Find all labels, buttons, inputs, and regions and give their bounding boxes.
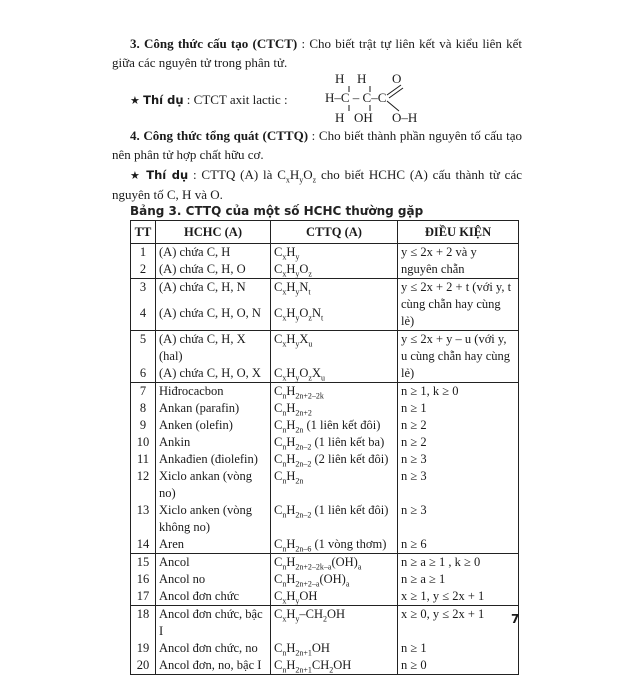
cell-hchc: (A) chứa C, H, O, N [156,305,271,331]
formula-subscript: 2n+1 [295,648,312,658]
cell-hchc: Hiđrocacbon [156,383,271,401]
cell-cttq [271,434,398,451]
formula-subscript: z [308,269,312,279]
cell-cttq [271,305,398,331]
formula-part: H [286,452,296,466]
section-4-heading: 4. Công thức tổng quát (CTTQ) [130,128,309,143]
table-row [131,502,519,536]
cell-cttq [271,261,398,279]
cell-hchc: Ancol đơn chức [156,588,271,606]
formula-part: C [274,469,283,483]
formula-part: H [286,658,296,672]
table-caption: Bảng 3. CTTQ của một số HCHC thường gặp [130,204,424,218]
formula-subscript: n [282,665,287,675]
formula-subscript: a [345,579,350,589]
table-row [131,468,519,502]
cell-tt: 18 [131,606,156,641]
formula-part: C [274,435,283,449]
formula-subscript: y [295,614,300,624]
example-2-text-before: : CTTQ (A) là [188,167,278,182]
cell-cttq [271,244,398,262]
cell-tt: 14 [131,536,156,554]
formula-part: C [274,589,283,603]
formula-part: C [274,332,283,346]
table-group [131,383,519,554]
table-group [131,331,519,383]
example-2-label: Thí dụ [146,168,189,182]
formula-part: C [277,167,286,182]
cell-cttq [271,468,398,502]
formula-part: C [274,555,283,569]
section-4-paragraph [112,126,522,164]
cell-dieu-kien: n ≥ a ≥ 1 , k ≥ 0 [398,554,519,572]
cell-dieu-kien: n ≥ 2 [398,417,519,434]
table-row [131,417,519,434]
section-4-text: : Cho biết thành phần nguyên tố cấu tạo nên phân tử hợp chất hữu cơ. [112,128,522,162]
formula-subscript: a [357,562,362,572]
formula-subscript: y [295,313,300,322]
table-row [131,588,519,606]
formula-subscript: n [282,648,287,658]
cell-dieu-kien: n ≥ 3 [398,468,519,502]
table-row [131,279,519,305]
formula-part: H [286,435,296,449]
example-1-text: : CTCT axit lactic : [183,92,288,107]
cell-cttq [271,502,398,536]
section-3-paragraph [112,34,522,72]
table-row [131,554,519,572]
table-row [131,536,519,554]
formula-subscript: n [282,442,287,452]
cell-tt: 3 [131,279,156,305]
cell-hchc: (A) chứa C, H, X (hal) [156,331,271,366]
cell-hchc: Ancol đơn chức, no [156,640,271,657]
formula-subscript: 2 [329,665,334,675]
formula-part: H [286,305,296,320]
hchc-formula-table [130,220,519,675]
cell-dieu-kien: n ≥ 1 [398,400,519,417]
formula-subscript: u [321,373,325,383]
formula-subscript: n [282,476,287,486]
cell-cttq [271,640,398,657]
cell-hchc: Xiclo anken (vòng không no) [156,502,271,536]
cell-cttq [271,657,398,675]
cell-hchc: Ankin [156,434,271,451]
formula-part: C [274,452,283,466]
table-row [131,400,519,417]
formula-subscript: 2n–2 [295,459,312,469]
cell-dieu-kien: n ≥ 1 [398,640,519,657]
cell-hchc: (A) chứa C, H, O [156,261,271,279]
cell-hchc: Ankađien (điolefin) [156,451,271,468]
formula-part: OH [333,658,352,672]
table-group [131,606,519,675]
cell-cttq [271,400,398,417]
formula-subscript: n [282,510,287,520]
formula-part: C [274,305,283,320]
formula-subscript: x [282,313,287,322]
star-icon: ★ [130,94,140,107]
formula-part: OH [327,607,346,621]
struct-top-h2: H [357,73,367,86]
formula-part: H [286,262,296,276]
formula-part: X [311,366,321,380]
cell-dieu-kien: n ≥ 0 [398,657,519,675]
formula-subscript: y [299,175,304,185]
formula-part: H [286,418,296,432]
formula-part: H [286,589,296,603]
formula-part: C [274,658,283,672]
table-row [131,571,519,588]
cell-cttq [271,331,398,366]
cell-cttq [271,571,398,588]
lactic-acid-structure [325,73,435,125]
struct-bottom-oh: OH [354,110,373,125]
cell-tt: 2 [131,261,156,279]
formula-subscript: 2n–6 [295,544,312,554]
formula-part: H [286,555,296,569]
cell-tt: 6 [131,365,156,383]
formula-part: H [286,401,296,415]
formula-part: (2 liên kết đôi) [311,452,389,466]
formula-part: (OH) [331,555,358,569]
formula-subscript: n [282,425,287,435]
cell-cttq [271,588,398,606]
formula-subscript: y [295,339,300,349]
formula-part: –CH [299,607,323,621]
formula-part: C [274,366,283,380]
formula-subscript: z [308,373,312,383]
formula-subscript: z [308,313,312,322]
formula-part: H [286,280,296,294]
struct-top-h1: H [335,73,345,86]
table-row [131,244,519,262]
cell-dieu-kien: y ≤ 2x + 2 + t (với y, t cùng chẵn hay cùng lẻ) [398,279,519,331]
cell-tt: 20 [131,657,156,675]
struct-chain: H–C – C–C [325,90,387,105]
formula-subscript: 2n+2–2k [295,391,324,401]
example-2 [112,165,522,204]
formula-part: (1 liên kết ba) [311,435,385,449]
cell-cttq [271,383,398,401]
formula-part: C [274,418,283,432]
cell-cttq [271,451,398,468]
table-row [131,606,519,641]
formula-part: O [299,262,309,276]
table-row [131,383,519,401]
header-cttq: CTTQ (A) [271,221,398,244]
formula-part: O [299,305,309,320]
formula-part: (OH) [319,572,346,586]
cell-tt: 9 [131,417,156,434]
header-dieu-kien: ĐIỀU KIỆN [398,221,519,244]
formula-subscript: n [282,391,287,401]
cell-hchc: Ankan (parafin) [156,400,271,417]
cell-tt: 4 [131,305,156,331]
formula-subscript: n [282,544,287,554]
table-row [131,657,519,675]
formula-part: OH [311,641,330,655]
formula-part: H [286,503,296,517]
formula-part: C [274,572,283,586]
table-group [131,554,519,606]
formula-subscript: n [282,579,287,589]
formula-part: N [311,305,321,320]
cell-dieu-kien: y ≤ 2x + 2 và y nguyên chẵn [398,244,519,279]
cell-tt: 15 [131,554,156,572]
cell-tt: 16 [131,571,156,588]
formula-part: N [299,280,309,294]
formula-subscript: 2 [323,614,327,624]
formula-subscript: n [282,408,287,418]
struct-top-o: O [392,73,402,86]
cell-tt: 1 [131,244,156,262]
struct-bottom-h: H [335,110,345,125]
cell-tt: 7 [131,383,156,401]
formula-part: H [286,469,296,483]
table-row [131,451,519,468]
cell-tt: 17 [131,588,156,606]
star-icon: ★ [130,169,142,182]
cell-hchc: Anken (olefin) [156,417,271,434]
example-1 [112,90,288,110]
formula-subscript: t [321,313,324,322]
cell-dieu-kien: y ≤ 2x + y – u (với y, u cùng chẵn hay cùng lẻ) [398,331,519,383]
page-number: 7 [511,612,520,626]
formula-subscript: 2n–2 [295,442,312,452]
formula-subscript: x [282,596,287,606]
formula-subscript: 2n+2 [295,408,312,418]
formula-part: (1 liên kết đôi) [311,503,389,517]
formula-subscript: x [285,175,290,185]
cell-hchc: Xiclo ankan (vòng no) [156,468,271,502]
formula-part: (1 vòng thơm) [311,537,387,551]
formula-part: C [274,537,283,551]
header-hchc: HCHC (A) [156,221,271,244]
formula-part: H [286,384,296,398]
formula-part: H [289,167,300,182]
formula-subscript: 2n [295,425,304,435]
formula-part: (1 liên kết đôi) [303,418,381,432]
formula-subscript: u [308,339,313,349]
cell-hchc: Aren [156,536,271,554]
formula-part: H [286,572,296,586]
formula-part: C [274,245,283,259]
formula-subscript: x [282,252,287,262]
formula-part: O [299,366,309,380]
formula-part: C [274,503,283,517]
formula-subscript: z [312,175,317,185]
formula-part: X [299,332,309,346]
formula-subscript: y [295,269,300,279]
formula-subscript: y [295,252,300,262]
cell-tt: 12 [131,468,156,502]
formula-part: C [274,401,283,415]
example-2-formula [277,167,317,185]
cell-dieu-kien: n ≥ 3 [398,502,519,536]
section-3-heading: 3. Công thức cấu tạo (CTCT) [130,36,298,51]
formula-part: H [286,607,296,621]
formula-subscript: 2n–2 [295,510,312,520]
struct-bottom-oh2: O–H [392,110,418,125]
cell-tt: 10 [131,434,156,451]
table-row [131,640,519,657]
formula-part: O [303,167,313,182]
example-2-text-after: cho biết HCHC (A) cấu thành từ các nguyên tố C, H và O. [112,167,522,202]
formula-part: C [274,607,283,621]
cell-cttq [271,365,398,383]
cell-tt: 13 [131,502,156,536]
cell-tt: 11 [131,451,156,468]
formula-part: C [274,641,283,655]
formula-subscript: x [282,287,287,297]
table-row [131,331,519,366]
cell-tt: 5 [131,331,156,366]
formula-subscript: 2n [295,476,304,486]
formula-part: H [286,245,296,259]
formula-subscript: 2n+2–2k–a [295,562,332,572]
cell-cttq [271,554,398,572]
cell-dieu-kien: x ≥ 0, y ≤ 2x + 1 [398,606,519,641]
cell-hchc: Ancol đơn, no, bậc I [156,657,271,675]
table-group [131,244,519,279]
cell-hchc: (A) chứa C, H, N [156,279,271,305]
formula-part: CH [311,658,330,672]
formula-subscript: y [295,596,300,606]
example-1-label: Thí dụ [143,93,184,107]
formula-part: H [286,332,296,346]
formula-subscript: x [282,269,287,279]
formula-subscript: x [282,373,287,383]
formula-subscript: y [295,373,300,383]
formula-subscript: x [282,614,287,624]
header-tt: TT [131,221,156,244]
cell-cttq [271,417,398,434]
table-group [131,279,519,331]
cell-dieu-kien: x ≥ 1, y ≤ 2x + 1 [398,588,519,606]
formula-subscript: n [282,459,287,469]
table-row [131,434,519,451]
cell-hchc: Ancol [156,554,271,572]
formula-subscript: t [308,287,311,297]
formula-part: C [274,262,283,276]
cell-dieu-kien: n ≥ 2 [398,434,519,451]
cell-tt: 8 [131,400,156,417]
cell-tt: 19 [131,640,156,657]
cell-cttq [271,606,398,641]
formula-subscript: n [282,562,287,572]
section-3-text: : Cho biết trật tự liên kết và kiểu liên kết giữa các nguyên tử trong phân tử. [112,36,522,70]
cell-hchc: Ancol no [156,571,271,588]
formula-subscript: y [295,287,300,297]
cell-hchc: (A) chứa C, H [156,244,271,262]
cell-cttq [271,279,398,305]
formula-part: H [286,641,296,655]
formula-part: C [274,280,283,294]
formula-subscript: x [282,339,287,349]
cell-hchc: (A) chứa C, H, O, X [156,365,271,383]
cell-hchc: Ancol đơn chức, bậc I [156,606,271,641]
formula-part: H [286,537,296,551]
formula-part: C [274,384,283,398]
formula-part: H [286,366,296,380]
cell-dieu-kien: n ≥ 6 [398,536,519,554]
formula-subscript: 2n+1 [295,665,312,675]
formula-part: OH [299,589,318,603]
formula-subscript: 2n+2–a [295,579,320,589]
cell-dieu-kien: n ≥ 3 [398,451,519,468]
cell-dieu-kien: n ≥ 1, k ≥ 0 [398,383,519,401]
cell-dieu-kien: n ≥ a ≥ 1 [398,571,519,588]
cell-cttq [271,536,398,554]
